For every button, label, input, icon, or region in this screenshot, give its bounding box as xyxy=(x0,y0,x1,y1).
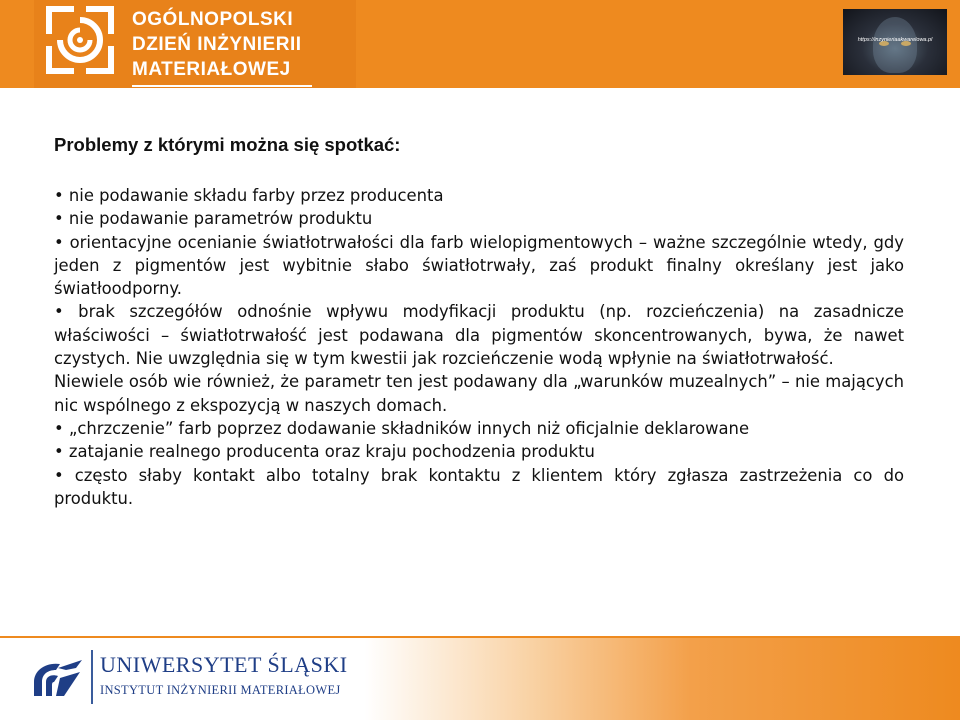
university-logo-icon xyxy=(30,652,86,704)
event-title-line-3: MATERIAŁOWEJ xyxy=(132,59,291,80)
problem-item: • zatajanie realnego producenta oraz kraju pochodzenia produktu xyxy=(54,442,595,462)
problem-item: • orientacyjne ocenianie światłotrwałości dla farb wielopigmentowych – ważne szczególnie wtedy, gdy jeden z pigmentów jest wybitnie słabo światłotrwały, zaś produkt finalny określany jest jako światłoodporny. xyxy=(54,232,904,299)
institute-name: INSTYTUT INŻYNIERII MATERIAŁOWEJ xyxy=(100,683,341,697)
title-underline xyxy=(132,85,312,87)
problem-list xyxy=(54,184,904,510)
footer-logo-divider xyxy=(91,650,93,704)
header-band xyxy=(0,0,960,88)
footer-band xyxy=(0,638,960,720)
problem-item: • często słaby kontakt albo totalny brak kontaktu z klientem który zgłasza zastrzeżenia co do produktu. xyxy=(54,465,904,508)
problem-item: • brak szczegółów odnośnie wpływu modyfikacji produktu (np. rozcieńczenia) na zasadnicze właściwości – światłotrwałość jest podawana dla pigmentów skoncentrowanych, bywa, że nawet czystych. Nie uwzględnia się w tym kwestii jak rozcieńczenie wodą wpłynie na światłotrwałość. xyxy=(54,302,904,369)
slide-content xyxy=(54,132,904,510)
problem-item: • nie podawanie parametrów produktu xyxy=(54,209,373,229)
website-thumbnail xyxy=(843,9,947,75)
problem-item: • nie podawanie składu farby przez producenta xyxy=(54,186,444,205)
problem-item: • „chrzczenie” farb poprzez dodawanie składników innych niż oficjalnie deklarowane xyxy=(54,418,750,438)
university-name: UNIWERSYTET ŚLĄSKI xyxy=(100,652,348,677)
event-title-line-1: OGÓLNOPOLSKI xyxy=(132,9,294,30)
spiral-logo-icon xyxy=(46,6,114,74)
event-title xyxy=(132,7,302,82)
slide-heading: Problemy z którymi można się spotkać: xyxy=(54,134,401,155)
event-title-line-2: DZIEŃ INŻYNIERII xyxy=(132,34,302,55)
thumbnail-url: https://inzynieriaakwarelowa.pl xyxy=(857,37,933,43)
problem-note: Niewiele osób wie również, że parametr ten jest podawany dla „warunków muzealnych” – nie mających nic wspólnego z ekspozycją w naszych domach. xyxy=(54,372,904,415)
